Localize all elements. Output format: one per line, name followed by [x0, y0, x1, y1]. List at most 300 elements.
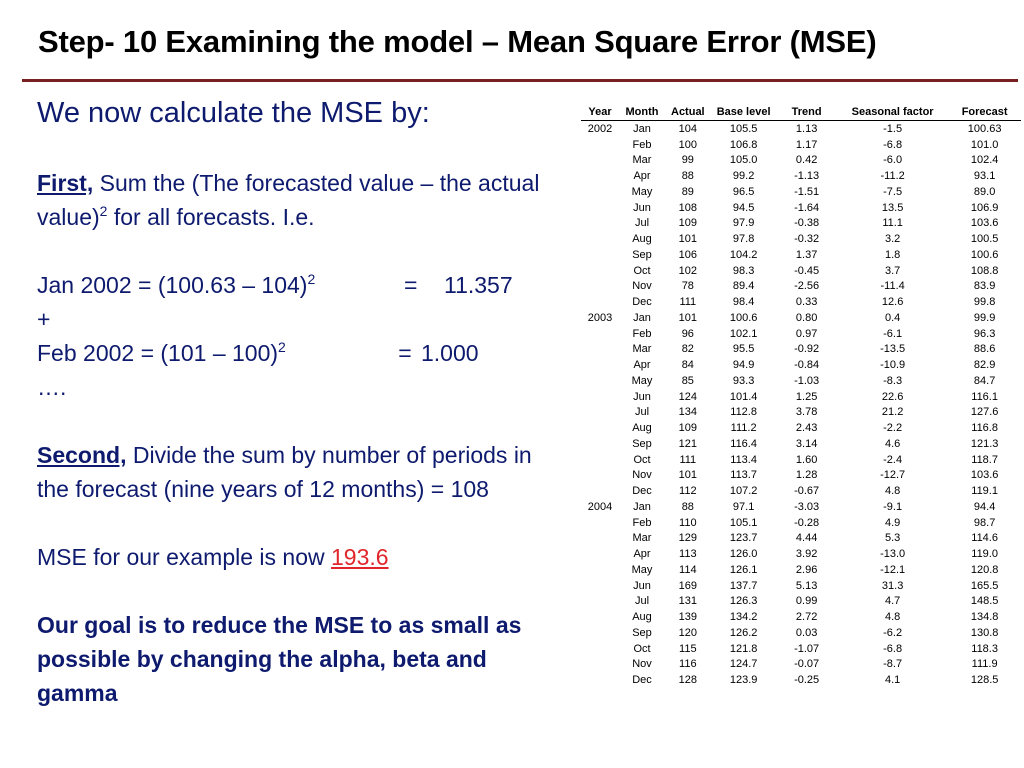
base-level-cell: 96.5: [732, 185, 755, 198]
forecast-cell: 101.0: [970, 138, 999, 151]
trend-cell: 0.33: [795, 296, 818, 309]
first-label: First,: [37, 170, 94, 196]
year-cell: 2002: [587, 122, 613, 135]
table-row: [581, 657, 1021, 673]
month-cell: Jul: [634, 406, 650, 419]
forecast-cell: 118.7: [971, 453, 998, 466]
forecast-cell: 118.3: [971, 642, 998, 655]
forecast-cell: 100.63: [967, 122, 1002, 135]
month-cell: Apr: [633, 359, 651, 372]
second-label: Second,: [37, 442, 127, 468]
seasonal-factor-cell: 3.7: [884, 264, 901, 277]
forecast-cell: 120.8: [970, 563, 999, 576]
year-cell: [581, 672, 619, 688]
trend-cell: 2.72: [795, 611, 818, 624]
month-cell: Mar: [632, 532, 652, 545]
base-level-cell: 106.8: [729, 138, 758, 151]
actual-cell: 111: [679, 453, 697, 466]
month-cell: Jun: [633, 201, 651, 214]
base-level-cell: 105.0: [729, 154, 758, 167]
actual-cell: 110: [679, 516, 697, 529]
seasonal-factor-cell: 4.9: [884, 516, 901, 529]
base-level-cell: 113.7: [730, 469, 757, 482]
seasonal-factor-cell: -8.7: [883, 658, 903, 671]
actual-cell: 78: [681, 280, 694, 293]
year-cell: [581, 578, 619, 594]
year-cell: [581, 515, 619, 531]
seasonal-factor-cell: -6.0: [883, 154, 903, 167]
table-row: [581, 342, 1021, 358]
trend-cell: -0.28: [794, 516, 820, 529]
header-base-level: Base level: [716, 106, 771, 118]
seasonal-factor-cell: 0.4: [884, 311, 901, 324]
month-cell: Dec: [632, 674, 652, 687]
table-row: [581, 184, 1021, 200]
month-cell: Aug: [632, 233, 652, 246]
month-cell: May: [631, 374, 653, 387]
header-trend: Trend: [791, 106, 822, 118]
seasonal-factor-cell: -11.4: [880, 280, 905, 293]
calc-feb-2002: [37, 336, 557, 370]
month-cell: Jan: [633, 311, 651, 324]
forecast-cell: 134.8: [970, 611, 999, 624]
base-level-cell: 134.2: [729, 611, 758, 624]
header-year: Year: [588, 106, 612, 118]
trend-cell: 1.60: [795, 453, 818, 466]
actual-cell: 109: [678, 217, 697, 230]
actual-cell: 104: [678, 122, 697, 135]
seasonal-factor-cell: 21.2: [881, 406, 904, 419]
trend-cell: -0.84: [794, 359, 820, 372]
forecast-cell: 100.6: [970, 248, 999, 261]
forecast-cell: 116.8: [971, 422, 998, 435]
table-row: [581, 310, 1021, 326]
month-cell: Oct: [633, 264, 651, 277]
actual-cell: 101: [678, 311, 697, 324]
month-cell: Mar: [632, 343, 652, 356]
trend-cell: -0.32: [794, 233, 820, 246]
seasonal-factor-cell: -12.1: [880, 563, 906, 576]
table-row: [581, 231, 1021, 247]
plus-sign: +: [37, 306, 51, 332]
year-cell: [581, 184, 619, 200]
table-row: [581, 483, 1021, 499]
year-cell: [581, 168, 619, 184]
actual-cell: 96: [681, 327, 694, 340]
year-cell: [581, 294, 619, 310]
trend-cell: 4.44: [795, 532, 818, 545]
year-cell: [581, 153, 619, 169]
seasonal-factor-cell: 22.6: [881, 390, 904, 403]
table-row: [581, 578, 1021, 594]
header-seasonal-factor: Seasonal factor: [851, 106, 934, 118]
base-level-cell: 98.4: [732, 296, 755, 309]
forecast-cell: 108.8: [970, 264, 999, 277]
trend-cell: 1.37: [795, 248, 818, 261]
calc-jan-2002: [37, 268, 557, 302]
base-level-cell: 97.9: [732, 217, 755, 230]
year-cell: [581, 641, 619, 657]
explanation-text: [37, 94, 557, 710]
month-cell: Apr: [633, 170, 651, 183]
year-cell: [581, 373, 619, 389]
calc-jan-superscript: 2: [307, 271, 316, 287]
base-level-cell: 100.6: [729, 311, 758, 324]
seasonal-factor-cell: -2.4: [883, 453, 903, 466]
forecast-cell: 82.9: [973, 359, 996, 372]
forecast-cell: 114.6: [971, 532, 998, 545]
trend-cell: 1.13: [795, 122, 818, 135]
seasonal-factor-cell: 11.1: [882, 217, 903, 230]
trend-cell: 1.25: [795, 390, 818, 403]
table-row: [581, 609, 1021, 625]
table-row: [581, 137, 1021, 153]
seasonal-factor-cell: -10.9: [880, 359, 906, 372]
base-level-cell: 105.5: [729, 122, 758, 135]
table-row: [581, 326, 1021, 342]
month-cell: Feb: [632, 327, 652, 340]
seasonal-factor-cell: -6.1: [883, 327, 903, 340]
base-level-cell: 98.3: [732, 264, 755, 277]
forecast-cell: 165.5: [970, 579, 999, 592]
forecast-cell: 98.7: [973, 516, 996, 529]
year-cell: [581, 231, 619, 247]
month-cell: Oct: [633, 453, 651, 466]
actual-cell: 131: [678, 595, 697, 608]
actual-cell: 89: [681, 185, 694, 198]
goal-statement: Our goal is to reduce the MSE to as small as possible by changing the alpha, beta and gamma: [37, 612, 522, 706]
table-row: [581, 121, 1021, 137]
base-level-cell: 102.1: [729, 327, 758, 340]
base-level-cell: 123.7: [729, 532, 758, 545]
month-cell: Dec: [632, 296, 652, 309]
actual-cell: 112: [679, 485, 697, 498]
base-level-cell: 123.9: [729, 674, 758, 687]
title-underline: [22, 79, 1018, 82]
actual-cell: 102: [678, 264, 697, 277]
forecast-cell: 96.3: [973, 327, 996, 340]
calc-jan-value: 11.357: [444, 272, 513, 298]
month-cell: May: [631, 563, 653, 576]
year-cell: [581, 326, 619, 342]
table-row: [581, 200, 1021, 216]
first-text-a: Sum the (The forecasted value – the actual value): [37, 170, 540, 230]
actual-cell: 113: [679, 548, 697, 561]
trend-cell: -0.92: [794, 343, 820, 356]
actual-cell: 129: [678, 532, 697, 545]
month-cell: Jan: [633, 500, 651, 513]
seasonal-factor-cell: 5.3: [884, 532, 901, 545]
month-cell: Aug: [632, 611, 652, 624]
actual-cell: 108: [678, 201, 697, 214]
year-cell: [581, 625, 619, 641]
trend-cell: -0.67: [794, 485, 820, 498]
table-row: [581, 594, 1021, 610]
month-cell: Jun: [633, 390, 651, 403]
trend-cell: 1.28: [795, 469, 818, 482]
forecast-cell: 103.6: [970, 217, 999, 230]
forecast-cell: 127.6: [970, 406, 999, 419]
forecast-cell: 94.4: [973, 500, 996, 513]
trend-cell: 0.99: [795, 595, 818, 608]
seasonal-factor-cell: -1.5: [883, 122, 903, 135]
table-row: [581, 499, 1021, 515]
forecast-cell: 119.1: [971, 485, 998, 498]
forecast-cell: 103.6: [970, 469, 999, 482]
month-cell: Sep: [632, 437, 652, 450]
trend-cell: -0.38: [794, 217, 820, 230]
calc-feb-superscript: 2: [278, 339, 286, 355]
trend-cell: 1.17: [795, 138, 818, 151]
year-cell: [581, 389, 619, 405]
actual-cell: 88: [681, 170, 694, 183]
base-level-cell: 97.1: [732, 500, 755, 513]
trend-cell: -1.07: [794, 642, 820, 655]
base-level-cell: 105.1: [729, 516, 758, 529]
month-cell: Feb: [632, 138, 652, 151]
actual-cell: 120: [678, 626, 697, 639]
table-row: [581, 216, 1021, 232]
year-cell: [581, 657, 619, 673]
table-row: [581, 294, 1021, 310]
second-text: Divide the sum by number of periods in the forecast (nine years of 12 months) = 108: [37, 442, 532, 502]
calc-jan-equals: =: [404, 272, 418, 298]
base-level-cell: 121.8: [729, 642, 758, 655]
month-cell: Nov: [632, 658, 652, 671]
month-cell: Aug: [632, 422, 652, 435]
base-level-cell: 93.3: [732, 374, 755, 387]
trend-cell: 3.14: [795, 437, 818, 450]
header-forecast: Forecast: [961, 106, 1008, 118]
actual-cell: 128: [678, 674, 697, 687]
table-row: [581, 357, 1021, 373]
base-level-cell: 126.2: [729, 626, 758, 639]
second-step: [37, 438, 557, 506]
table-row: [581, 247, 1021, 263]
month-cell: Mar: [632, 154, 652, 167]
forecast-cell: 100.5: [970, 233, 999, 246]
seasonal-factor-cell: -2.2: [883, 422, 903, 435]
forecast-cell: 99.9: [973, 311, 996, 324]
month-cell: Nov: [632, 469, 652, 482]
seasonal-factor-cell: 4.1: [884, 674, 901, 687]
table-row: [581, 263, 1021, 279]
forecast-cell: 148.5: [970, 595, 999, 608]
year-cell: 2004: [587, 500, 613, 513]
forecast-cell: 128.5: [970, 674, 999, 687]
forecast-cell: 93.1: [973, 170, 996, 183]
calc-feb-value: 1.000: [421, 340, 479, 366]
year-cell: [581, 279, 619, 295]
month-cell: Oct: [633, 642, 651, 655]
calc-feb-expression: Feb 2002 = (101 – 100): [37, 340, 279, 366]
year-cell: [581, 420, 619, 436]
base-level-cell: 113.4: [730, 453, 757, 466]
forecast-cell: 121.3: [970, 437, 999, 450]
trend-cell: 2.96: [795, 563, 818, 576]
base-level-cell: 126.1: [729, 563, 758, 576]
year-cell: [581, 546, 619, 562]
actual-cell: 134: [678, 406, 697, 419]
base-level-cell: 124.7: [729, 658, 758, 671]
table-row: [581, 452, 1021, 468]
month-cell: Jun: [633, 579, 651, 592]
table-row: [581, 468, 1021, 484]
year-cell: [581, 609, 619, 625]
forecast-cell: 106.9: [970, 201, 999, 214]
forecast-cell: 111.9: [971, 658, 998, 671]
lead-sentence: We now calculate the MSE by:: [37, 97, 430, 129]
trend-cell: 0.03: [795, 626, 818, 639]
base-level-cell: 101.4: [729, 390, 758, 403]
month-cell: Jul: [634, 217, 650, 230]
forecast-table: [581, 104, 1021, 688]
table-row: [581, 168, 1021, 184]
forecast-cell: 119.0: [971, 548, 998, 561]
year-cell: [581, 200, 619, 216]
trend-cell: -3.03: [794, 500, 820, 513]
header-month: Month: [625, 106, 659, 118]
seasonal-factor-cell: -7.5: [883, 185, 903, 198]
header-actual: Actual: [671, 106, 705, 118]
seasonal-factor-cell: 12.6: [881, 296, 904, 309]
table-row: [581, 420, 1021, 436]
seasonal-factor-cell: -6.8: [883, 138, 903, 151]
actual-cell: 101: [678, 469, 697, 482]
table-row: [581, 436, 1021, 452]
year-cell: [581, 137, 619, 153]
month-cell: Jan: [633, 122, 651, 135]
calc-jan-expression: Jan 2002 = (100.63 – 104): [37, 272, 308, 298]
seasonal-factor-cell: -11.2: [880, 170, 905, 183]
table-row: [581, 405, 1021, 421]
seasonal-factor-cell: 3.2: [884, 233, 901, 246]
month-cell: Feb: [632, 516, 652, 529]
year-cell: [581, 357, 619, 373]
year-cell: [581, 342, 619, 358]
forecast-cell: 99.8: [973, 296, 996, 309]
mse-value: 193.6: [331, 544, 389, 570]
forecast-cell: 83.9: [973, 280, 996, 293]
table-row: [581, 672, 1021, 688]
year-cell: [581, 483, 619, 499]
actual-cell: 111: [679, 296, 697, 309]
month-cell: Nov: [632, 280, 652, 293]
seasonal-factor-cell: 4.6: [884, 437, 901, 450]
forecast-cell: 84.7: [973, 374, 996, 387]
trend-cell: -1.13: [794, 170, 820, 183]
table-row: [581, 389, 1021, 405]
base-level-cell: 107.2: [729, 485, 758, 498]
trend-cell: -0.07: [794, 658, 820, 671]
base-level-cell: 97.8: [732, 233, 755, 246]
year-cell: [581, 531, 619, 547]
actual-cell: 88: [681, 500, 694, 513]
seasonal-factor-cell: -6.2: [883, 626, 903, 639]
mse-result: [37, 540, 557, 574]
first-superscript: 2: [99, 203, 108, 219]
table-row: [581, 153, 1021, 169]
trend-cell: 3.78: [795, 406, 818, 419]
month-cell: Jul: [634, 595, 650, 608]
month-cell: Apr: [633, 548, 651, 561]
year-cell: [581, 263, 619, 279]
year-cell: [581, 247, 619, 263]
seasonal-factor-cell: -13.5: [880, 343, 906, 356]
forecast-cell: 88.6: [973, 343, 996, 356]
base-level-cell: 89.4: [732, 280, 755, 293]
table-row: [581, 279, 1021, 295]
base-level-cell: 126.0: [729, 548, 758, 561]
month-cell: Dec: [632, 485, 652, 498]
mse-text: MSE for our example is now: [37, 544, 332, 570]
base-level-cell: 126.3: [729, 595, 758, 608]
seasonal-factor-cell: -6.8: [883, 642, 903, 655]
seasonal-factor-cell: 1.8: [884, 248, 901, 261]
seasonal-factor-cell: 4.8: [884, 611, 901, 624]
month-cell: May: [631, 185, 653, 198]
trend-cell: 5.13: [795, 579, 818, 592]
actual-cell: 121: [678, 437, 697, 450]
seasonal-factor-cell: -9.1: [883, 500, 903, 513]
actual-cell: 84: [681, 359, 694, 372]
calc-feb-equals: =: [398, 340, 412, 366]
trend-cell: -1.51: [794, 185, 820, 198]
forecast-cell: 102.4: [970, 154, 999, 167]
month-cell: Sep: [632, 626, 652, 639]
base-level-cell: 94.5: [732, 201, 755, 214]
forecast-cell: 116.1: [971, 390, 998, 403]
trend-cell: 0.80: [795, 311, 818, 324]
table-row: [581, 546, 1021, 562]
actual-cell: 169: [678, 579, 697, 592]
trend-cell: -1.03: [794, 374, 820, 387]
table-body: [581, 121, 1021, 689]
trend-cell: 3.92: [795, 548, 818, 561]
seasonal-factor-cell: 4.8: [884, 485, 901, 498]
base-level-cell: 104.2: [729, 248, 758, 261]
trend-cell: -0.25: [794, 674, 820, 687]
actual-cell: 114: [679, 563, 697, 576]
year-cell: [581, 594, 619, 610]
actual-cell: 100: [678, 138, 697, 151]
actual-cell: 85: [681, 374, 694, 387]
first-step: [37, 166, 557, 234]
first-text-b: for all forecasts. I.e.: [107, 204, 315, 230]
seasonal-factor-cell: 4.7: [884, 595, 901, 608]
table-row: [581, 562, 1021, 578]
seasonal-factor-cell: -12.7: [880, 469, 906, 482]
seasonal-factor-cell: 13.5: [881, 201, 904, 214]
table-row: [581, 515, 1021, 531]
seasonal-factor-cell: -8.3: [883, 374, 903, 387]
seasonal-factor-cell: 31.3: [881, 579, 904, 592]
actual-cell: 99: [681, 154, 694, 167]
slide-title: Step- 10 Examining the model – Mean Square Error (MSE): [38, 24, 877, 59]
year-cell: [581, 468, 619, 484]
year-cell: [581, 405, 619, 421]
table-row: [581, 373, 1021, 389]
seasonal-factor-cell: -13.0: [880, 548, 906, 561]
base-level-cell: 99.2: [732, 170, 755, 183]
actual-cell: 109: [678, 422, 697, 435]
base-level-cell: 95.5: [732, 343, 755, 356]
forecast-cell: 89.0: [973, 185, 996, 198]
ellipsis: ….: [37, 374, 67, 400]
trend-cell: 0.97: [795, 327, 818, 340]
table-row: [581, 531, 1021, 547]
actual-cell: 115: [679, 642, 697, 655]
